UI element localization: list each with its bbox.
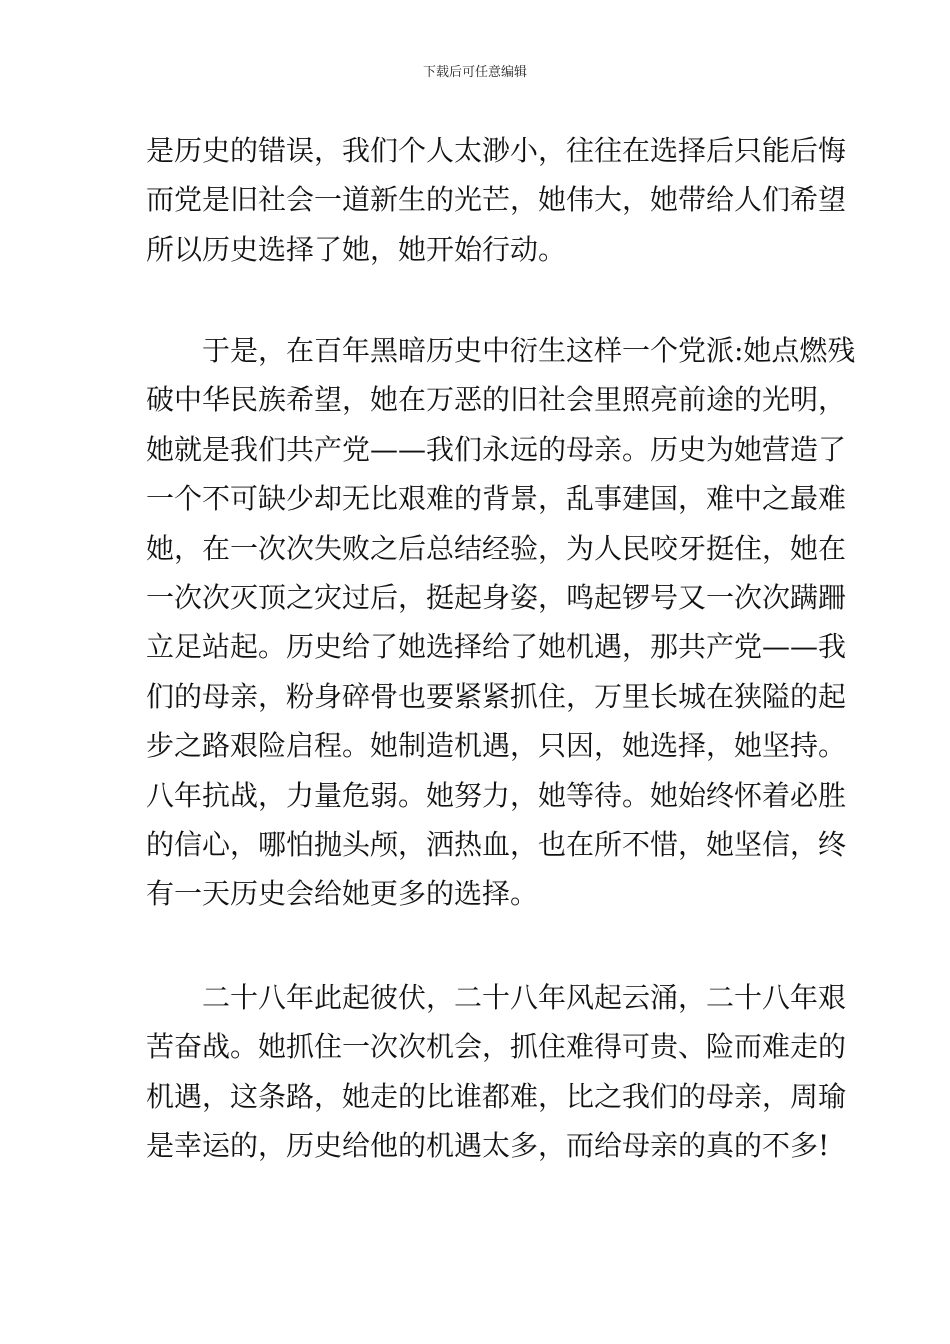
paragraph-line: 她就是我们共产党——我们永远的母亲。历史为她营造了 [146,432,847,466]
paragraph-line: 苦奋战。她抓住一次次机会，抓住难得可贵、险而难走的 [146,1030,847,1064]
paragraph-line: 所以历史选择了她，她开始行动。 [146,232,567,266]
paragraph-line: 有一天历史会给她更多的选择。 [146,877,539,911]
paragraph-line: 是幸运的，历史给他的机遇太多，而给母亲的真的不多! [146,1129,830,1163]
paragraph-line: 立足站起。历史给了她选择给了她机遇，那共产党——我 [146,630,847,664]
paragraph-line: 破中华民族希望，她在万恶的旧社会里照亮前途的光明， [146,383,847,417]
paragraph-line: 而党是旧社会一道新生的光芒，她伟大，她带给人们希望 [146,183,847,217]
paragraph-2 [146,326,856,919]
paragraph-line: 的信心，哪怕抛头颅，洒热血，也在所不惜，她坚信，终 [146,827,847,861]
paragraph-3 [146,973,847,1171]
paragraph-line: 于是，在百年黑暗历史中衍生这样一个党派:她点燃残 [202,334,856,367]
paragraph-line: 一个不可缺少却无比艰难的背景，乱事建国，难中之最难 [146,482,847,516]
paragraph-line: 她，在一次次失败之后总结经验，为人民咬牙挺住，她在 [146,531,847,565]
paragraph-line: 们的母亲，粉身碎骨也要紧紧抓住，万里长城在狭隘的起 [146,679,847,713]
paragraph-line: 二十八年此起彼伏，二十八年风起云涌，二十八年艰 [202,981,847,1014]
paragraph-line: 八年抗战，力量危弱。她努力，她等待。她始终怀着必胜 [146,778,847,812]
paragraph-line: 一次次灭顶之灾过后，挺起身姿，鸣起锣号又一次次蹒跚 [146,580,847,614]
paragraph-1 [146,126,847,274]
paragraph-line: 是历史的错误，我们个人太渺小，往往在选择后只能后悔 [146,134,847,167]
paragraph-line: 机遇，这条路，她走的比谁都难，比之我们的母亲，周瑜 [146,1079,847,1113]
page-header-note: 下载后可任意编辑 [422,65,527,80]
paragraph-line: 步之路艰险启程。她制造机遇，只因，她选择，她坚持。 [146,729,847,763]
